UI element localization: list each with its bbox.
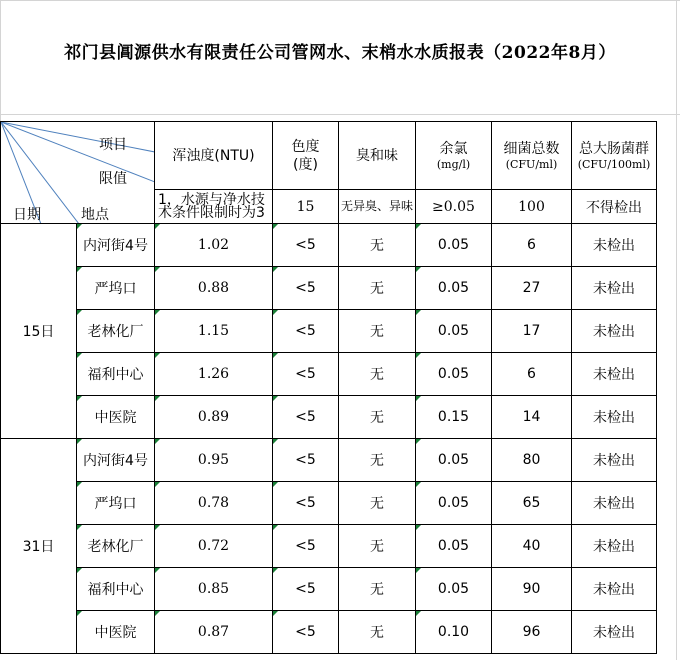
limit-chlorine: ≥0.05 — [416, 190, 492, 224]
color-cell: <5 — [273, 439, 339, 482]
place-cell: 内河街4号 — [77, 439, 155, 482]
turbidity-cell: 1.02 — [155, 224, 273, 267]
bacteria-cell: 14 — [492, 396, 572, 439]
chlorine-cell: 0.05 — [416, 267, 492, 310]
color-cell: <5 — [273, 568, 339, 611]
bacteria-cell: 27 — [492, 267, 572, 310]
color-cell: <5 — [273, 267, 339, 310]
bacteria-cell: 80 — [492, 439, 572, 482]
limit-coliform: 不得检出 — [572, 190, 657, 224]
place-label: 地点 — [81, 207, 109, 223]
place-cell: 中医院 — [77, 611, 155, 654]
sheet-gridline — [0, 114, 680, 115]
col-header-chlorine: 余氯 (mg/l) — [416, 122, 492, 190]
turbidity-cell: 0.78 — [155, 482, 273, 525]
chlorine-cell: 0.05 — [416, 224, 492, 267]
turbidity-cell: 1.26 — [155, 353, 273, 396]
coliform-cell: 未检出 — [572, 525, 657, 568]
coliform-cell: 未检出 — [572, 224, 657, 267]
color-cell: <5 — [273, 525, 339, 568]
color-cell: <5 — [273, 396, 339, 439]
odor-cell: 无 — [339, 482, 416, 525]
odor-cell: 无 — [339, 611, 416, 654]
limit-turbidity: 1，水源与净水技术条件限制时为3 — [155, 190, 273, 224]
odor-cell: 无 — [339, 525, 416, 568]
place-cell: 严坞口 — [77, 482, 155, 525]
col-header-bacteria: 细菌总数 (CFU/ml) — [492, 122, 572, 190]
item-label: 项目 — [99, 137, 127, 153]
limit-label: 限值 — [99, 171, 127, 187]
turbidity-cell: 0.88 — [155, 267, 273, 310]
coliform-cell: 未检出 — [572, 310, 657, 353]
coliform-cell: 未检出 — [572, 482, 657, 525]
color-cell: <5 — [273, 353, 339, 396]
place-cell: 严坞口 — [77, 267, 155, 310]
col-header-color: 色度 (度) — [273, 122, 339, 190]
odor-cell: 无 — [339, 439, 416, 482]
diagonal-header-cell — [1, 122, 155, 224]
chlorine-cell: 0.15 — [416, 396, 492, 439]
date-label: 日期 — [13, 207, 41, 223]
color-cell: <5 — [273, 611, 339, 654]
bacteria-cell: 90 — [492, 568, 572, 611]
place-cell: 老林化厂 — [77, 310, 155, 353]
report-title: 祁门县阊源供水有限责任公司管网水、末梢水水质报表（2022年8月） — [64, 43, 616, 63]
bacteria-cell: 65 — [492, 482, 572, 525]
coliform-cell: 未检出 — [572, 267, 657, 310]
coliform-cell: 未检出 — [572, 611, 657, 654]
sheet-gridline — [676, 0, 677, 660]
turbidity-cell: 0.87 — [155, 611, 273, 654]
place-cell: 老林化厂 — [77, 525, 155, 568]
turbidity-cell: 0.85 — [155, 568, 273, 611]
limit-odor: 无异臭、异味 — [339, 190, 416, 224]
coliform-cell: 未检出 — [572, 353, 657, 396]
col-header-turbidity: 浑浊度(NTU) — [155, 122, 273, 190]
chlorine-cell: 0.05 — [416, 482, 492, 525]
odor-cell: 无 — [339, 353, 416, 396]
chlorine-cell: 0.05 — [416, 525, 492, 568]
chlorine-cell: 0.05 — [416, 353, 492, 396]
chlorine-cell: 0.10 — [416, 611, 492, 654]
bacteria-cell: 6 — [492, 353, 572, 396]
odor-cell: 无 — [339, 396, 416, 439]
chlorine-cell: 0.05 — [416, 439, 492, 482]
turbidity-cell: 0.72 — [155, 525, 273, 568]
turbidity-cell: 1.15 — [155, 310, 273, 353]
coliform-cell: 未检出 — [572, 568, 657, 611]
odor-cell: 无 — [339, 310, 416, 353]
place-cell: 福利中心 — [77, 353, 155, 396]
coliform-cell: 未检出 — [572, 439, 657, 482]
color-cell: <5 — [273, 310, 339, 353]
turbidity-cell: 0.95 — [155, 439, 273, 482]
place-cell: 福利中心 — [77, 568, 155, 611]
limit-bacteria: 100 — [492, 190, 572, 224]
color-cell: <5 — [273, 224, 339, 267]
limit-color: 15 — [273, 190, 339, 224]
bacteria-cell: 17 — [492, 310, 572, 353]
coliform-cell: 未检出 — [572, 396, 657, 439]
bacteria-cell: 40 — [492, 525, 572, 568]
col-header-odor: 臭和味 — [339, 122, 416, 190]
chlorine-cell: 0.05 — [416, 310, 492, 353]
chlorine-cell: 0.05 — [416, 568, 492, 611]
bacteria-cell: 6 — [492, 224, 572, 267]
date-cell: 15日 — [1, 224, 77, 439]
bacteria-cell: 96 — [492, 611, 572, 654]
odor-cell: 无 — [339, 568, 416, 611]
place-cell: 内河街4号 — [77, 224, 155, 267]
color-cell: <5 — [273, 482, 339, 525]
water-quality-table — [0, 121, 657, 654]
odor-cell: 无 — [339, 267, 416, 310]
turbidity-cell: 0.89 — [155, 396, 273, 439]
odor-cell: 无 — [339, 224, 416, 267]
col-header-coliform: 总大肠菌群 (CFU/100ml) — [572, 122, 657, 190]
date-cell: 31日 — [1, 439, 77, 654]
place-cell: 中医院 — [77, 396, 155, 439]
sheet-gridline — [0, 0, 680, 1]
